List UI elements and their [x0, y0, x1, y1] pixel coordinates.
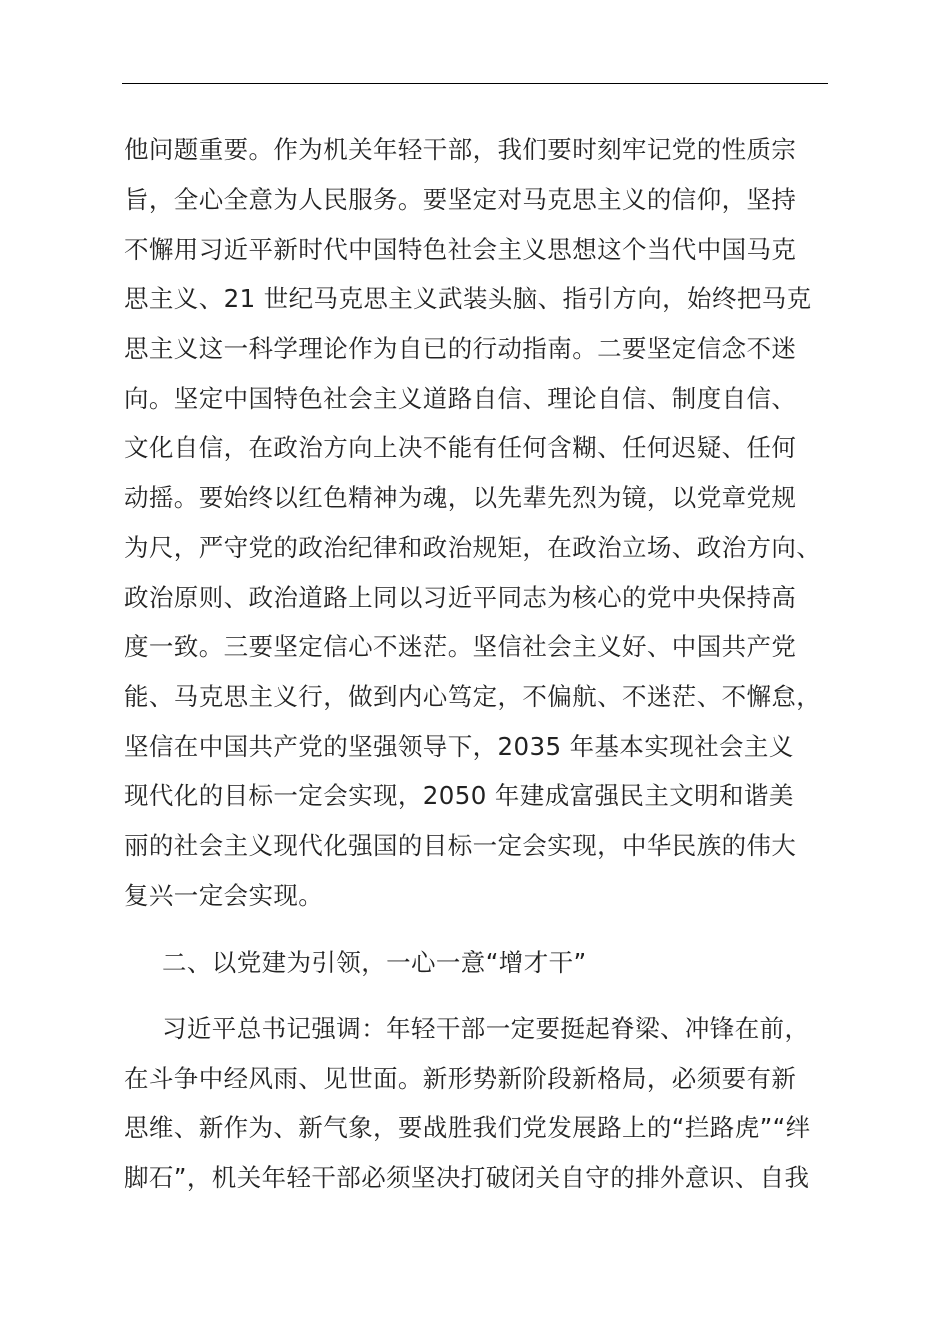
text-line: 在斗争中经风雨、见世面。新形势新阶段新格局，必须要有新	[124, 1064, 797, 1093]
text-line: 文化自信，在政治方向上决不能有任何含糊、任何迟疑、任何	[124, 433, 797, 462]
text-line: 习近平总书记强调：年轻干部一定要挺起脊梁、冲锋在前，	[162, 1014, 810, 1043]
text-line: 为尺，严守党的政治纪律和政治规矩，在政治立场、政治方向、	[124, 533, 822, 562]
text-line: 思维、新作为、新气象，要战胜我们党发展路上的“拦路虎”“绊	[124, 1113, 811, 1142]
header-rule	[122, 83, 828, 84]
text-line: 政治原则、政治道路上同以习近平同志为核心的党中央保持高	[124, 583, 797, 612]
text-line: 能、马克思主义行，做到内心笃定，不偏航、不迷茫、不懈怠，	[124, 682, 822, 711]
text-line: 脚石”，机关年轻干部必须坚决打破闭关自守的排外意识、自我	[124, 1163, 810, 1192]
text-line: 现代化的目标一定会实现，2050 年建成富强民主文明和谐美	[124, 781, 794, 810]
text-line: 思主义这一科学理论作为自已的行动指南。二要坚定信念不迷	[124, 334, 797, 363]
text-line: 向。坚定中国特色社会主义道路自信、理论自信、制度自信、	[124, 384, 797, 413]
text-line: 思主义、21 世纪马克思主义武装头脑、指引方向，始终把马克	[124, 284, 812, 313]
section-heading: 二、以党建为引领，一心一意“增才干”	[162, 948, 587, 977]
text-line: 不懈用习近平新时代中国特色社会主义思想这个当代中国马克	[124, 235, 797, 264]
text-line: 坚信在中国共产党的坚强领导下，2035 年基本实现社会主义	[124, 732, 794, 761]
text-line: 度一致。三要坚定信心不迷茫。坚信社会主义好、中国共产党	[124, 632, 797, 661]
text-line: 丽的社会主义现代化强国的目标一定会实现，中华民族的伟大	[124, 831, 797, 860]
text-line: 他问题重要。作为机关年轻干部，我们要时刻牢记党的性质宗	[124, 135, 797, 164]
text-line: 动摇。要始终以红色精神为魂，以先辈先烈为镜，以党章党规	[124, 483, 797, 512]
text-line: 旨，全心全意为人民服务。要坚定对马克思主义的信仰，坚持	[124, 185, 797, 214]
text-line: 复兴一定会实现。	[124, 881, 324, 910]
